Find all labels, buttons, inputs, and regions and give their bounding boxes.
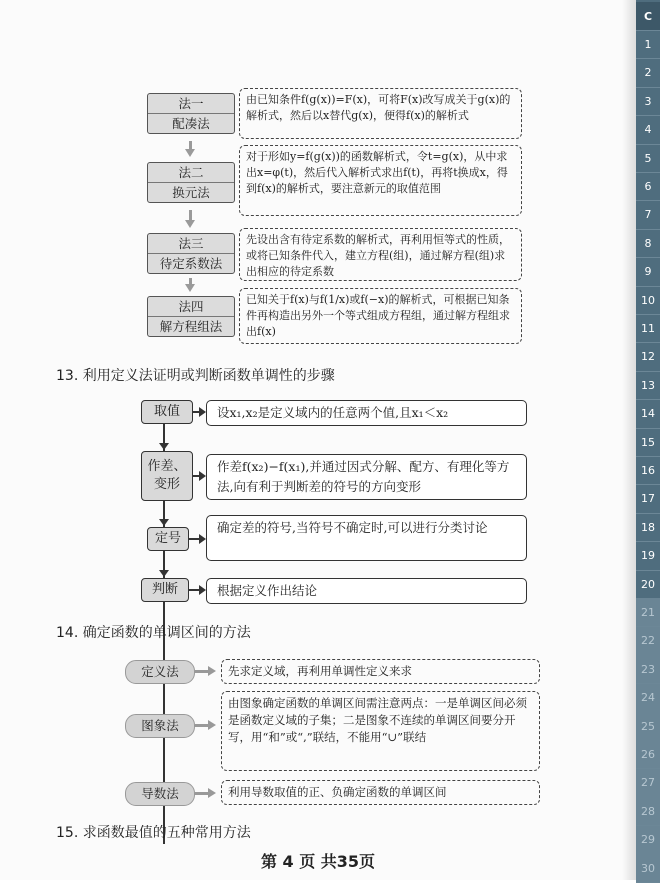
down-arrow-icon (159, 570, 169, 577)
method-derivative-desc: 利用导数取值的正、负确定函数的单调区间 (221, 780, 540, 805)
tab-page-23[interactable]: 23 (636, 655, 660, 684)
down-arrow-icon (159, 443, 169, 450)
tab-page-17[interactable]: 17 (636, 485, 660, 514)
tab-page-30[interactable]: 30 (636, 854, 660, 883)
method-3-box (147, 233, 235, 274)
page-edge-shadow (622, 0, 636, 880)
method-2-box (147, 162, 235, 203)
tab-page-25[interactable]: 25 (636, 712, 660, 741)
method-2-sub: 换元法 (172, 185, 210, 200)
tab-page-27[interactable]: 27 (636, 769, 660, 798)
tab-page-21[interactable]: 21 (636, 598, 660, 627)
method-derivative-pill: 导数法 (125, 782, 195, 806)
right-arrow-icon (208, 720, 216, 730)
method-1-name: 法一 (148, 94, 234, 114)
tab-page-11[interactable]: 11 (636, 314, 660, 343)
tab-page-26[interactable]: 26 (636, 740, 660, 769)
right-arrow-icon (199, 471, 206, 481)
step-3-desc: 确定差的符号,当符号不确定时,可以进行分类讨论 (206, 515, 527, 561)
tab-page-16[interactable]: 16 (636, 456, 660, 485)
down-arrow-icon (159, 519, 169, 526)
method-1-desc: 由已知条件f(g(x))=F(x)，可将F(x)改写成关于g(x)的解析式，然后以x替代g(x)，便得f(x)的解析式 (239, 88, 522, 139)
step-2-label: 作差、变形 (141, 451, 193, 501)
step-4-desc: 根据定义作出结论 (206, 578, 527, 604)
tab-page-29[interactable]: 29 (636, 826, 660, 855)
tab-page-6[interactable]: 6 (636, 172, 660, 201)
page-footer: 第 4 页 共35页 (260, 852, 376, 871)
down-arrow-icon (185, 220, 195, 228)
down-arrow-icon (185, 284, 195, 292)
right-arrow-icon (199, 534, 206, 544)
method-1-sub: 配凑法 (172, 116, 210, 131)
tab-page-22[interactable]: 22 (636, 627, 660, 656)
method-4-name: 法四 (148, 297, 234, 317)
tab-page-9[interactable]: 9 (636, 258, 660, 287)
method-graph-pill: 图象法 (125, 714, 195, 738)
chapter-tab-strip (636, 0, 660, 880)
step-1-desc: 设x₁,x₂是定义域内的任意两个值,且x₁＜x₂ (206, 400, 527, 426)
tab-page-14[interactable]: 14 (636, 400, 660, 429)
tab-page-2[interactable]: 2 (636, 59, 660, 88)
tab-page-18[interactable]: 18 (636, 513, 660, 542)
method-4-box (147, 296, 235, 337)
method-definition-desc: 先求定义域，再利用单调性定义来求 (221, 659, 540, 684)
right-arrow-icon (208, 788, 216, 798)
tab-page-12[interactable]: 12 (636, 343, 660, 372)
tab-page-28[interactable]: 28 (636, 797, 660, 826)
tab-page-15[interactable]: 15 (636, 428, 660, 457)
method-definition-pill: 定义法 (125, 660, 195, 684)
method-3-sub: 待定系数法 (159, 256, 223, 271)
method-2-name: 法二 (148, 163, 234, 183)
method-3-desc: 先设出含有待定系数的解析式，再利用恒等式的性质，或将已知条件代入，建立方程(组)，通过解方程(组)求出相应的待定系数 (239, 228, 522, 281)
method-3-name: 法三 (148, 234, 234, 254)
tab-page-7[interactable]: 7 (636, 201, 660, 230)
tab-page-10[interactable]: 10 (636, 286, 660, 315)
method-1-box (147, 93, 235, 134)
step-3-label: 定号 (147, 527, 189, 551)
tab-page-1[interactable]: 1 (636, 30, 660, 59)
right-arrow-icon (208, 666, 216, 676)
method-4-desc: 已知关于f(x)与f(1/x)或f(−x)的解析式，可根据已知条件再构造出另外一个等式组成方程组，通过解方程组求出f(x) (239, 288, 522, 344)
tab-page-19[interactable]: 19 (636, 542, 660, 571)
tab-page-24[interactable]: 24 (636, 684, 660, 713)
tab-page-4[interactable]: 4 (636, 116, 660, 145)
tab-page-8[interactable]: 8 (636, 229, 660, 258)
method-graph-desc: 由图象确定函数的单调区间需注意两点：一是单调区间必须是函数定义域的子集；二是图象不连续的单调区间要分开写，用“和”或“,”联结，不能用“∪”联结 (221, 691, 540, 771)
method-2-desc: 对于形如y=f(g(x))的函数解析式，令t=g(x)，从中求出x=φ(t)，然后代入解析式求出f(t)，再将t换成x，得到f(x)的解析式，要注意新元的取值范围 (239, 145, 522, 216)
section-13-title: 13. 利用定义法证明或判断函数单调性的步骤 (56, 368, 335, 384)
tab-page-13[interactable]: 13 (636, 371, 660, 400)
step-1-label: 取值 (141, 400, 193, 424)
step-2-desc: 作差f(x₂)−f(x₁),并通过因式分解、配方、有理化等方法,向有利于判断差的符号的方向变形 (206, 454, 527, 500)
tab-page-3[interactable]: 3 (636, 87, 660, 116)
method-4-sub: 解方程组法 (159, 319, 223, 334)
step-4-label: 判断 (141, 578, 189, 602)
down-arrow-icon (185, 149, 195, 157)
tab-page-5[interactable]: 5 (636, 144, 660, 173)
section-15-title: 15. 求函数最值的五种常用方法 (56, 825, 251, 841)
section-14-title: 14. 确定函数的单调区间的方法 (56, 625, 251, 641)
tab-page-20[interactable]: 20 (636, 570, 660, 599)
right-arrow-icon (199, 407, 206, 417)
right-arrow-icon (199, 585, 206, 595)
tab-chapter-c[interactable]: C (636, 2, 660, 31)
